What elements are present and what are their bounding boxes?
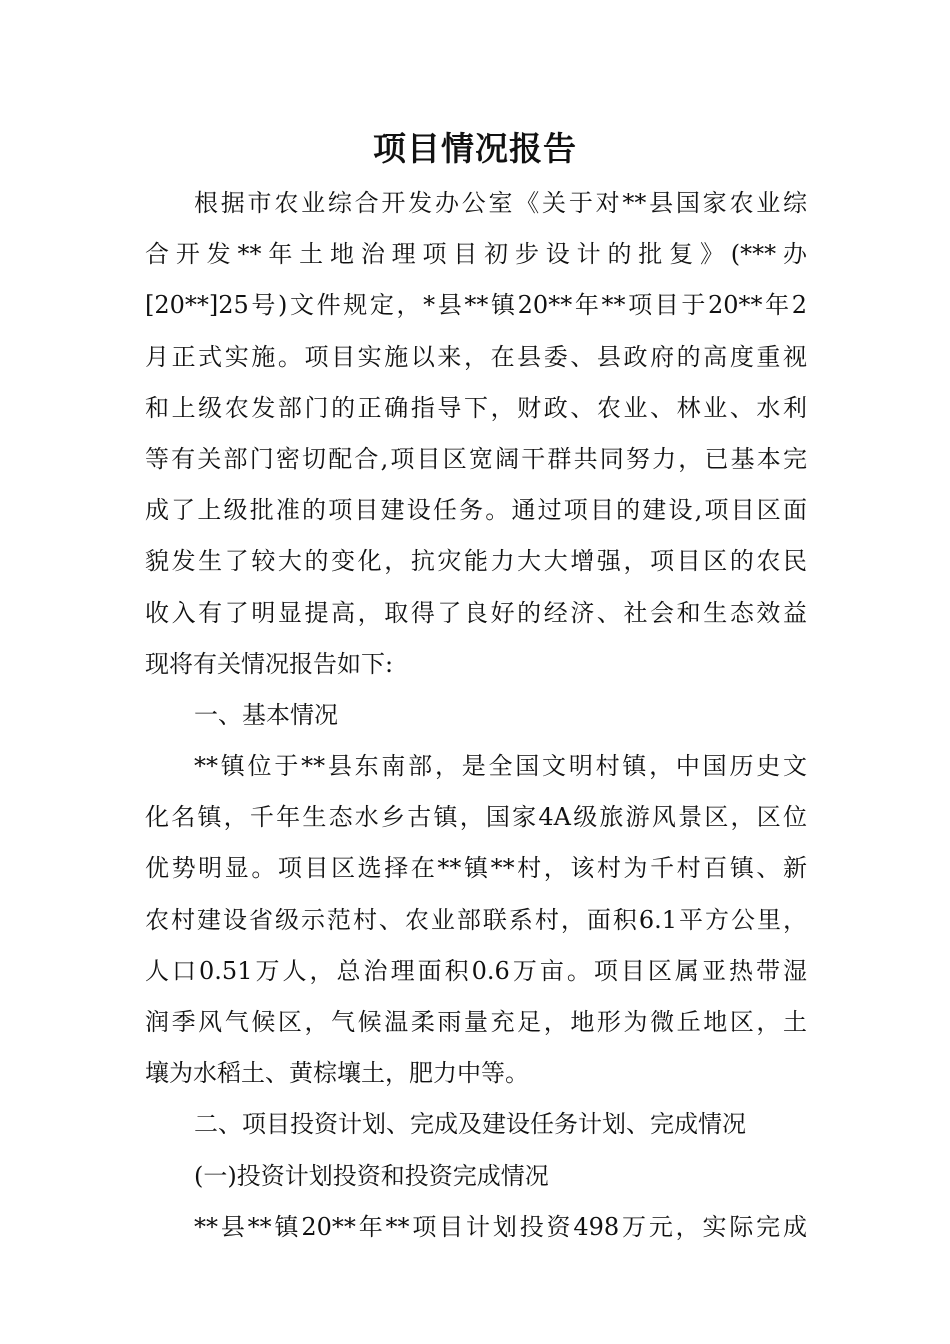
section-heading: 二、项目投资计划、完成及建设任务计划、完成情况 xyxy=(194,1110,746,1139)
document-title: 项目情况报告 xyxy=(373,129,577,168)
text-line: 根据市农业综合开发办公室《关于对**县国家农业综 xyxy=(194,189,807,217)
text-line: 貌发生了较大的变化，抗灾能力大大增强，项目区的农民 xyxy=(145,547,807,576)
section-heading: 一、基本情况 xyxy=(194,700,338,729)
text-line: 现将有关情况报告如下: xyxy=(145,649,394,678)
text-line: 人口0.51万人，总治理面积0.6万亩。项目区属亚热带湿 xyxy=(145,956,807,985)
text-line: 优势明显。项目区选择在**镇**村，该村为千村百镇、新 xyxy=(145,854,807,883)
text-line: **镇位于**县东南部，是全国文明村镇，中国历史文 xyxy=(194,752,807,781)
text-line: 农村建设省级示范村、农业部联系村，面积6.1平方公里， xyxy=(145,905,807,934)
subsection-heading: (一)投资计划投资和投资完成情况 xyxy=(194,1161,549,1190)
text-line: 成了上级批准的项目建设任务。通过项目的建设,项目区面 xyxy=(145,496,807,525)
text-line: 等有关部门密切配合,项目区宽阔干群共同努力，已基本完 xyxy=(145,444,807,473)
text-line: 和上级农发部门的正确指导下，财政、农业、林业、水利 xyxy=(145,393,807,422)
text-line: 壤为水稻土、黄棕壤土，肥力中等。 xyxy=(145,1059,529,1088)
document-body xyxy=(145,178,807,1253)
text-line: 化名镇，千年生态水乡古镇，国家4A级旅游风景区，区位 xyxy=(145,803,807,832)
text-line: 月正式实施。项目实施以来，在县委、县政府的高度重视 xyxy=(145,342,807,371)
text-line: 合开发**年土地治理项目初步设计的批复》(***办 xyxy=(145,240,807,269)
text-line: 收入有了明显提高，取得了良好的经济、社会和生态效益 xyxy=(145,598,807,627)
text-line: 润季风气候区，气候温柔雨量充足，地形为微丘地区，土 xyxy=(145,1008,807,1036)
text-line: [20**]25号)文件规定，*县**镇20**年**项目于20**年2 xyxy=(145,291,807,320)
text-line: **县**镇20**年**项目计划投资498万元，实际完成 xyxy=(194,1212,807,1241)
